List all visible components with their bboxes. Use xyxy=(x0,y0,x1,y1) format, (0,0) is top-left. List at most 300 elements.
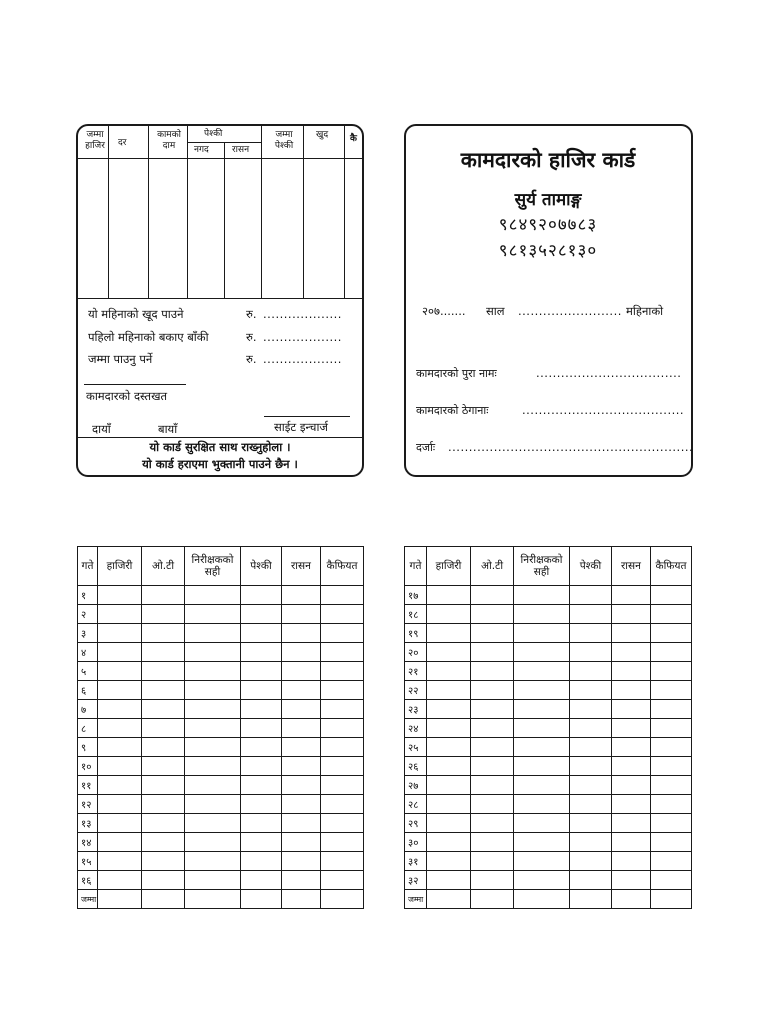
entry-cell[interactable] xyxy=(321,871,364,890)
entry-cell[interactable] xyxy=(427,605,471,624)
entry-cell[interactable] xyxy=(471,852,514,871)
month-label: महिनाको xyxy=(626,304,664,318)
entry-cell[interactable] xyxy=(471,795,514,814)
total-entry-cell[interactable] xyxy=(98,890,142,909)
header-text: कामको xyxy=(157,130,181,140)
entry-cell[interactable] xyxy=(612,719,651,738)
entry-cell[interactable] xyxy=(241,681,282,700)
column-divider xyxy=(148,126,149,298)
entry-cell[interactable] xyxy=(651,776,692,795)
entry-cell[interactable] xyxy=(651,871,692,890)
header-day: गते xyxy=(78,547,98,586)
worker-signature-label: कामदारको दस्तखत xyxy=(86,389,168,403)
entry-cell[interactable] xyxy=(471,624,514,643)
entry-cell[interactable] xyxy=(471,719,514,738)
site-incharge-label: साईट इन्चार्ज xyxy=(274,420,328,434)
header-text: सही xyxy=(204,566,221,578)
entry-cell[interactable] xyxy=(321,814,364,833)
entry-cell[interactable] xyxy=(185,757,241,776)
entry-cell[interactable] xyxy=(185,643,241,662)
day-number-cell: २९ xyxy=(405,814,427,833)
entry-cell[interactable] xyxy=(612,700,651,719)
entry-cell[interactable] xyxy=(514,605,570,624)
entry-cell[interactable] xyxy=(471,871,514,890)
day-number-cell: ५ xyxy=(78,662,98,681)
entry-cell[interactable] xyxy=(185,795,241,814)
entry-cell[interactable] xyxy=(570,795,612,814)
header-inspector-signature xyxy=(185,547,241,586)
day-number-cell: २२ xyxy=(405,681,427,700)
entry-cell[interactable] xyxy=(185,624,241,643)
entry-cell[interactable] xyxy=(142,662,185,681)
currency-label: रु. xyxy=(246,352,257,366)
table-header-row xyxy=(405,547,692,586)
entry-cell[interactable] xyxy=(427,776,471,795)
entry-cell[interactable] xyxy=(570,700,612,719)
entry-cell[interactable] xyxy=(142,814,185,833)
total-entry-cell[interactable] xyxy=(570,890,612,909)
total-row xyxy=(78,890,364,909)
phone-number-1: ९८४९२०७७८३ xyxy=(498,215,598,235)
entry-cell[interactable] xyxy=(98,833,142,852)
entry-cell[interactable] xyxy=(98,719,142,738)
entry-cell[interactable] xyxy=(514,662,570,681)
table-row xyxy=(78,624,364,643)
entry-cell[interactable] xyxy=(185,833,241,852)
entry-cell[interactable] xyxy=(612,681,651,700)
entry-cell[interactable] xyxy=(514,681,570,700)
entry-cell[interactable] xyxy=(514,795,570,814)
right-thumb-label: दायाँ xyxy=(92,422,111,436)
entry-cell[interactable] xyxy=(142,719,185,738)
entry-cell[interactable] xyxy=(185,605,241,624)
entry-cell[interactable] xyxy=(471,833,514,852)
entry-cell[interactable] xyxy=(282,586,321,605)
column-divider xyxy=(187,126,188,298)
entry-cell[interactable] xyxy=(241,852,282,871)
entry-cell[interactable] xyxy=(570,643,612,662)
entry-cell[interactable] xyxy=(98,681,142,700)
entry-cell[interactable] xyxy=(570,624,612,643)
header-advance: पेश्की xyxy=(570,547,612,586)
entry-cell[interactable] xyxy=(282,871,321,890)
entry-cell[interactable] xyxy=(98,776,142,795)
entry-cell[interactable] xyxy=(427,662,471,681)
entry-cell[interactable] xyxy=(142,586,185,605)
entry-cell[interactable] xyxy=(471,643,514,662)
table-row xyxy=(405,757,692,776)
entry-cell[interactable] xyxy=(98,738,142,757)
total-entry-cell[interactable] xyxy=(612,890,651,909)
day-number-cell: ३२ xyxy=(405,871,427,890)
total-entry-cell[interactable] xyxy=(241,890,282,909)
day-number-cell: १९ xyxy=(405,624,427,643)
entry-cell[interactable] xyxy=(651,814,692,833)
table-row xyxy=(78,795,364,814)
total-entry-cell[interactable] xyxy=(427,890,471,909)
entry-cell[interactable] xyxy=(514,871,570,890)
total-entry-cell[interactable] xyxy=(282,890,321,909)
full-name-field[interactable]: ................................... xyxy=(536,366,682,380)
entry-cell[interactable] xyxy=(185,852,241,871)
header-day: गते xyxy=(405,547,427,586)
entry-cell[interactable] xyxy=(321,700,364,719)
entry-cell[interactable] xyxy=(282,738,321,757)
entry-cell[interactable] xyxy=(651,643,692,662)
left-thumb-label: बायाँ xyxy=(158,422,178,436)
entry-cell[interactable] xyxy=(98,662,142,681)
entry-cell[interactable] xyxy=(570,681,612,700)
entry-cell[interactable] xyxy=(185,814,241,833)
table-row xyxy=(405,852,692,871)
entry-cell[interactable] xyxy=(241,605,282,624)
entry-cell[interactable] xyxy=(651,738,692,757)
peshki-subheader-line xyxy=(187,142,261,143)
entry-cell[interactable] xyxy=(282,852,321,871)
entry-cell[interactable] xyxy=(471,700,514,719)
full-name-label: कामदारको पुरा नामः xyxy=(416,367,497,380)
header-text: जम्मा xyxy=(275,130,293,140)
header-inspector-signature xyxy=(514,547,570,586)
day-number-cell: ११ xyxy=(78,776,98,795)
entry-cell[interactable] xyxy=(321,586,364,605)
entry-cell[interactable] xyxy=(282,700,321,719)
entry-cell[interactable] xyxy=(612,738,651,757)
header-khud: खुद xyxy=(316,130,329,140)
entry-cell[interactable] xyxy=(142,700,185,719)
entry-cell[interactable] xyxy=(98,852,142,871)
table-row xyxy=(405,814,692,833)
table-row xyxy=(405,700,692,719)
day-number-cell: ९ xyxy=(78,738,98,757)
entry-cell[interactable] xyxy=(142,776,185,795)
entry-cell[interactable] xyxy=(570,738,612,757)
day-number-cell: २५ xyxy=(405,738,427,757)
total-entry-cell[interactable] xyxy=(321,890,364,909)
entry-cell[interactable] xyxy=(185,719,241,738)
entry-cell[interactable] xyxy=(321,795,364,814)
entry-cell[interactable] xyxy=(570,814,612,833)
entry-cell[interactable] xyxy=(321,681,364,700)
entry-cell[interactable] xyxy=(651,605,692,624)
entry-cell[interactable] xyxy=(321,605,364,624)
address-label: कामदारको ठेगानाः xyxy=(416,404,489,417)
entry-cell[interactable] xyxy=(612,662,651,681)
table-row xyxy=(78,586,364,605)
entry-cell[interactable] xyxy=(514,833,570,852)
entry-cell[interactable] xyxy=(427,624,471,643)
table-row xyxy=(405,833,692,852)
entry-cell[interactable] xyxy=(241,833,282,852)
entry-cell[interactable] xyxy=(651,681,692,700)
address-field[interactable]: ....................................... xyxy=(522,403,685,417)
table-row xyxy=(78,700,364,719)
day-number-cell: २१ xyxy=(405,662,427,681)
entry-cell[interactable] xyxy=(241,586,282,605)
grade-label: दर्जाः xyxy=(416,441,436,454)
table-row xyxy=(78,871,364,890)
entry-cell[interactable] xyxy=(185,738,241,757)
header-text: जम्मा xyxy=(86,130,104,140)
entry-cell[interactable] xyxy=(514,738,570,757)
entry-cell[interactable] xyxy=(282,795,321,814)
entry-cell[interactable] xyxy=(612,643,651,662)
header-ration: रासन xyxy=(282,547,321,586)
entry-cell[interactable] xyxy=(241,795,282,814)
table-row xyxy=(78,757,364,776)
header-ot: ओ.टी xyxy=(471,547,514,586)
entry-cell[interactable] xyxy=(427,814,471,833)
entry-cell[interactable] xyxy=(185,586,241,605)
entry-cell[interactable] xyxy=(142,852,185,871)
entry-cell[interactable] xyxy=(185,681,241,700)
entry-cell[interactable] xyxy=(651,624,692,643)
entry-cell[interactable] xyxy=(612,795,651,814)
table-row xyxy=(405,624,692,643)
entry-cell[interactable] xyxy=(427,738,471,757)
entry-cell[interactable] xyxy=(570,719,612,738)
header-ration: रासन xyxy=(612,547,651,586)
entry-cell[interactable] xyxy=(185,776,241,795)
grid-bottom-line xyxy=(78,298,362,299)
total-entry-cell[interactable] xyxy=(651,890,692,909)
entry-cell[interactable] xyxy=(282,681,321,700)
entry-cell[interactable] xyxy=(427,586,471,605)
table-row xyxy=(405,643,692,662)
header-peshki: पेश्की xyxy=(204,129,223,139)
entry-cell[interactable] xyxy=(282,624,321,643)
entry-cell[interactable] xyxy=(570,776,612,795)
entry-cell[interactable] xyxy=(651,795,692,814)
entry-cell[interactable] xyxy=(142,643,185,662)
entry-cell[interactable] xyxy=(514,586,570,605)
entry-cell[interactable] xyxy=(427,871,471,890)
entry-cell[interactable] xyxy=(427,757,471,776)
entry-cell[interactable] xyxy=(282,662,321,681)
entry-cell[interactable] xyxy=(570,871,612,890)
entry-cell[interactable] xyxy=(471,681,514,700)
phone-number-2: ९८१३५२८१३० xyxy=(498,241,598,261)
header-peshki-nagad: नगद xyxy=(194,145,209,155)
entry-cell[interactable] xyxy=(514,624,570,643)
entry-cell[interactable] xyxy=(570,757,612,776)
entry-cell[interactable] xyxy=(321,757,364,776)
table-row xyxy=(78,814,364,833)
signature-line xyxy=(84,384,186,385)
entry-cell[interactable] xyxy=(241,776,282,795)
amount-blank[interactable]: ................... xyxy=(263,352,342,366)
entry-cell[interactable] xyxy=(98,624,142,643)
entry-cell[interactable] xyxy=(471,662,514,681)
entry-cell[interactable] xyxy=(612,833,651,852)
entry-cell[interactable] xyxy=(282,643,321,662)
entry-cell[interactable] xyxy=(142,871,185,890)
entry-cell[interactable] xyxy=(427,700,471,719)
entry-cell[interactable] xyxy=(651,833,692,852)
entry-cell[interactable] xyxy=(514,852,570,871)
entry-cell[interactable] xyxy=(427,643,471,662)
table-row xyxy=(405,776,692,795)
entry-cell[interactable] xyxy=(514,700,570,719)
entry-cell[interactable] xyxy=(514,814,570,833)
entry-cell[interactable] xyxy=(612,852,651,871)
entry-cell[interactable] xyxy=(98,605,142,624)
entry-cell[interactable] xyxy=(471,776,514,795)
entry-cell[interactable] xyxy=(612,776,651,795)
entry-cell[interactable] xyxy=(241,719,282,738)
header-bottom-line xyxy=(78,158,362,159)
entry-cell[interactable] xyxy=(651,662,692,681)
table-row xyxy=(78,643,364,662)
total-entry-cell[interactable] xyxy=(185,890,241,909)
day-number-cell: ३ xyxy=(78,624,98,643)
table-row xyxy=(78,833,364,852)
entry-cell[interactable] xyxy=(142,833,185,852)
table-row xyxy=(78,719,364,738)
day-number-cell: २४ xyxy=(405,719,427,738)
amount-blank[interactable]: ................... xyxy=(263,307,342,321)
summary-label-previous-balance: पहिलो महिनाको बकाए बाँकी xyxy=(88,330,209,344)
entry-cell[interactable] xyxy=(471,605,514,624)
day-number-cell: १८ xyxy=(405,605,427,624)
entry-cell[interactable] xyxy=(142,624,185,643)
entry-cell[interactable] xyxy=(570,605,612,624)
entry-cell[interactable] xyxy=(514,757,570,776)
total-entry-cell[interactable] xyxy=(471,890,514,909)
entry-cell[interactable] xyxy=(427,681,471,700)
entry-cell[interactable] xyxy=(142,757,185,776)
entry-cell[interactable] xyxy=(98,795,142,814)
entry-cell[interactable] xyxy=(471,814,514,833)
total-label-cell: जम्मा xyxy=(78,890,98,909)
table-row xyxy=(405,605,692,624)
entry-cell[interactable] xyxy=(471,757,514,776)
entry-cell[interactable] xyxy=(241,814,282,833)
entry-cell[interactable] xyxy=(241,662,282,681)
entry-cell[interactable] xyxy=(321,662,364,681)
entry-cell[interactable] xyxy=(570,852,612,871)
entry-cell[interactable] xyxy=(282,833,321,852)
entry-cell[interactable] xyxy=(185,662,241,681)
entry-cell[interactable] xyxy=(651,757,692,776)
year-label: साल xyxy=(486,304,505,318)
entry-cell[interactable] xyxy=(98,700,142,719)
entry-cell[interactable] xyxy=(514,719,570,738)
entry-cell[interactable] xyxy=(651,700,692,719)
entry-cell[interactable] xyxy=(651,852,692,871)
header-peshki-rasan: रासन xyxy=(232,145,250,155)
entry-cell[interactable] xyxy=(612,814,651,833)
attendance-table-days-1-16 xyxy=(77,546,364,909)
entry-cell[interactable] xyxy=(241,643,282,662)
day-number-cell: ३१ xyxy=(405,852,427,871)
entry-cell[interactable] xyxy=(321,624,364,643)
entry-cell[interactable] xyxy=(185,871,241,890)
entry-cell[interactable] xyxy=(282,605,321,624)
table-header-row xyxy=(78,547,364,586)
entry-cell[interactable] xyxy=(514,776,570,795)
entry-cell[interactable] xyxy=(185,700,241,719)
entry-cell[interactable] xyxy=(142,605,185,624)
entry-cell[interactable] xyxy=(570,833,612,852)
total-entry-cell[interactable] xyxy=(514,890,570,909)
entry-cell[interactable] xyxy=(241,624,282,643)
column-divider xyxy=(108,126,109,298)
entry-cell[interactable] xyxy=(321,738,364,757)
day-number-cell: २३ xyxy=(405,700,427,719)
entry-cell[interactable] xyxy=(471,738,514,757)
entry-cell[interactable] xyxy=(142,795,185,814)
amount-blank[interactable]: ................... xyxy=(263,330,342,344)
column-divider xyxy=(224,142,225,298)
header-remarks: कैफियत xyxy=(651,547,692,586)
entry-cell[interactable] xyxy=(427,833,471,852)
entry-cell[interactable] xyxy=(282,776,321,795)
entry-cell[interactable] xyxy=(651,586,692,605)
entry-cell[interactable] xyxy=(321,852,364,871)
entry-cell[interactable] xyxy=(321,776,364,795)
entry-cell[interactable] xyxy=(142,681,185,700)
table-row xyxy=(405,719,692,738)
entry-cell[interactable] xyxy=(321,833,364,852)
total-entry-cell[interactable] xyxy=(142,890,185,909)
entry-cell[interactable] xyxy=(321,643,364,662)
entry-cell[interactable] xyxy=(427,795,471,814)
entry-cell[interactable] xyxy=(282,757,321,776)
total-label-cell: जम्मा xyxy=(405,890,427,909)
entry-cell[interactable] xyxy=(612,586,651,605)
day-number-cell: २ xyxy=(78,605,98,624)
entry-cell[interactable] xyxy=(612,605,651,624)
header-kaamko-daam xyxy=(152,130,186,152)
entry-cell[interactable] xyxy=(241,700,282,719)
day-number-cell: १२ xyxy=(78,795,98,814)
entry-cell[interactable] xyxy=(98,757,142,776)
entry-cell[interactable] xyxy=(427,719,471,738)
entry-cell[interactable] xyxy=(651,719,692,738)
entry-cell[interactable] xyxy=(612,871,651,890)
summary-label-total-due: जम्मा पाउनु पर्ने xyxy=(88,352,153,366)
entry-cell[interactable] xyxy=(241,757,282,776)
entry-cell[interactable] xyxy=(570,662,612,681)
entry-cell[interactable] xyxy=(98,871,142,890)
header-text: निरीक्षकको xyxy=(520,554,563,566)
grade-field[interactable]: ........................................................... xyxy=(448,440,694,454)
entry-cell[interactable] xyxy=(282,814,321,833)
entry-cell[interactable] xyxy=(98,814,142,833)
entry-cell[interactable] xyxy=(241,738,282,757)
entry-cell[interactable] xyxy=(98,586,142,605)
entry-cell[interactable] xyxy=(612,624,651,643)
notice-top-line xyxy=(78,437,362,438)
entry-cell[interactable] xyxy=(514,643,570,662)
header-present: हाजिरी xyxy=(427,547,471,586)
entry-cell[interactable] xyxy=(98,643,142,662)
table-row xyxy=(405,871,692,890)
entry-cell[interactable] xyxy=(612,757,651,776)
year-field[interactable]: २०७....... xyxy=(422,304,466,318)
entry-cell[interactable] xyxy=(282,719,321,738)
entry-cell[interactable] xyxy=(570,586,612,605)
entry-cell[interactable] xyxy=(427,852,471,871)
notice-line-1: यो कार्ड सुरक्षित साथ राख्नुहोला । xyxy=(149,440,291,454)
entry-cell[interactable] xyxy=(241,871,282,890)
month-field[interactable]: ......................... xyxy=(518,304,622,318)
column-divider xyxy=(261,126,262,298)
entry-cell[interactable] xyxy=(471,586,514,605)
entry-cell[interactable] xyxy=(142,738,185,757)
entry-cell[interactable] xyxy=(321,719,364,738)
